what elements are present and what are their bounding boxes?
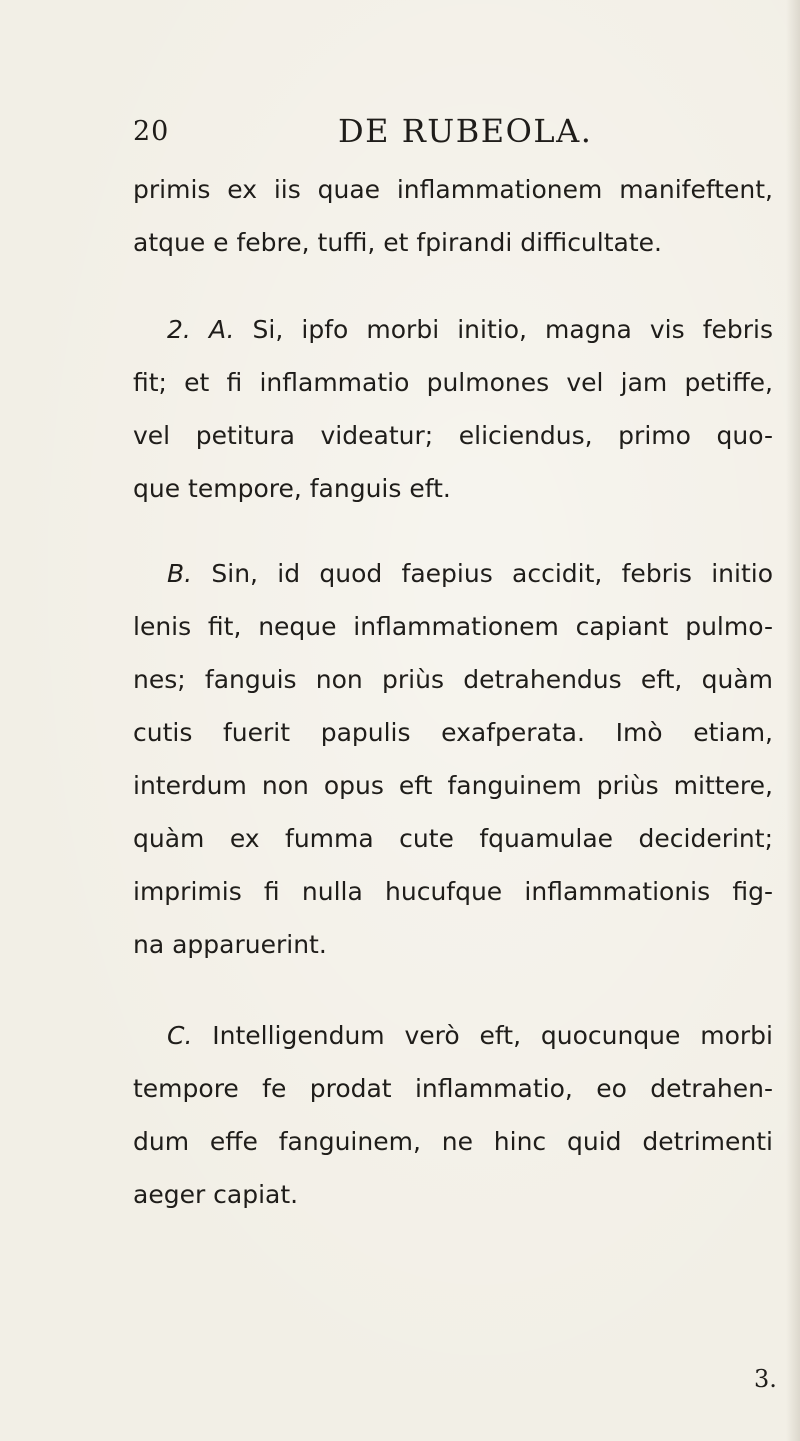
body-text <box>133 163 773 1221</box>
text-line: primis ex iis quae inflammationem manifeftent, <box>133 175 773 204</box>
running-title: DE RUBEOLA. <box>338 112 593 150</box>
text-line: Intelligendum verò eft, quocunque morbi <box>192 1021 773 1050</box>
page-edge-shadow <box>786 0 800 1441</box>
text-line: na apparuerint. <box>133 930 327 959</box>
text-line: Sin, id quod faepius accidit, febris initio <box>192 559 773 588</box>
text-line: interdum non opus eft fanguinem priùs mittere, <box>133 771 773 800</box>
text-line: aeger capiat. <box>133 1180 299 1209</box>
text-line: quàm ex fumma cute fquamulae deciderint; <box>133 824 773 853</box>
text-line: cutis fuerit papulis exafperata. Imò etiam, <box>133 718 773 747</box>
text-line: atque e febre, tuffi, et fpirandi difficultate. <box>133 228 662 257</box>
running-head <box>0 112 800 162</box>
text-line: Si, ipfo morbi initio, magna vis febris <box>234 315 774 344</box>
section-label: 2. A. <box>167 315 235 344</box>
paragraph-opening-line <box>133 1009 773 1062</box>
page-number: 20 <box>133 116 170 147</box>
text-line: fit; et fi inflammatio pulmones vel jam petiffe, <box>133 368 773 397</box>
text-line: tempore fe prodat inflammatio, eo detrahen- <box>133 1074 773 1103</box>
text-line: nes; fanguis non priùs detrahendus eft, quàm <box>133 665 773 694</box>
text-line: lenis fit, neque inflammationem capiant pulmo- <box>133 612 773 641</box>
text-line: vel petitura videatur; eliciendus, primo quo- <box>133 421 773 450</box>
text-line: que tempore, fanguis eft. <box>133 474 451 503</box>
catchword: 3. <box>754 1365 777 1393</box>
paragraph-opening-line <box>133 547 773 600</box>
text-line: imprimis fi nulla hucufque inflammationis fig- <box>133 877 773 906</box>
text-line: dum effe fanguinem, ne hinc quid detrimenti <box>133 1127 773 1156</box>
paragraph-opening-line <box>133 303 773 356</box>
section-label: C. <box>167 1021 193 1050</box>
section-label: B. <box>167 559 193 588</box>
